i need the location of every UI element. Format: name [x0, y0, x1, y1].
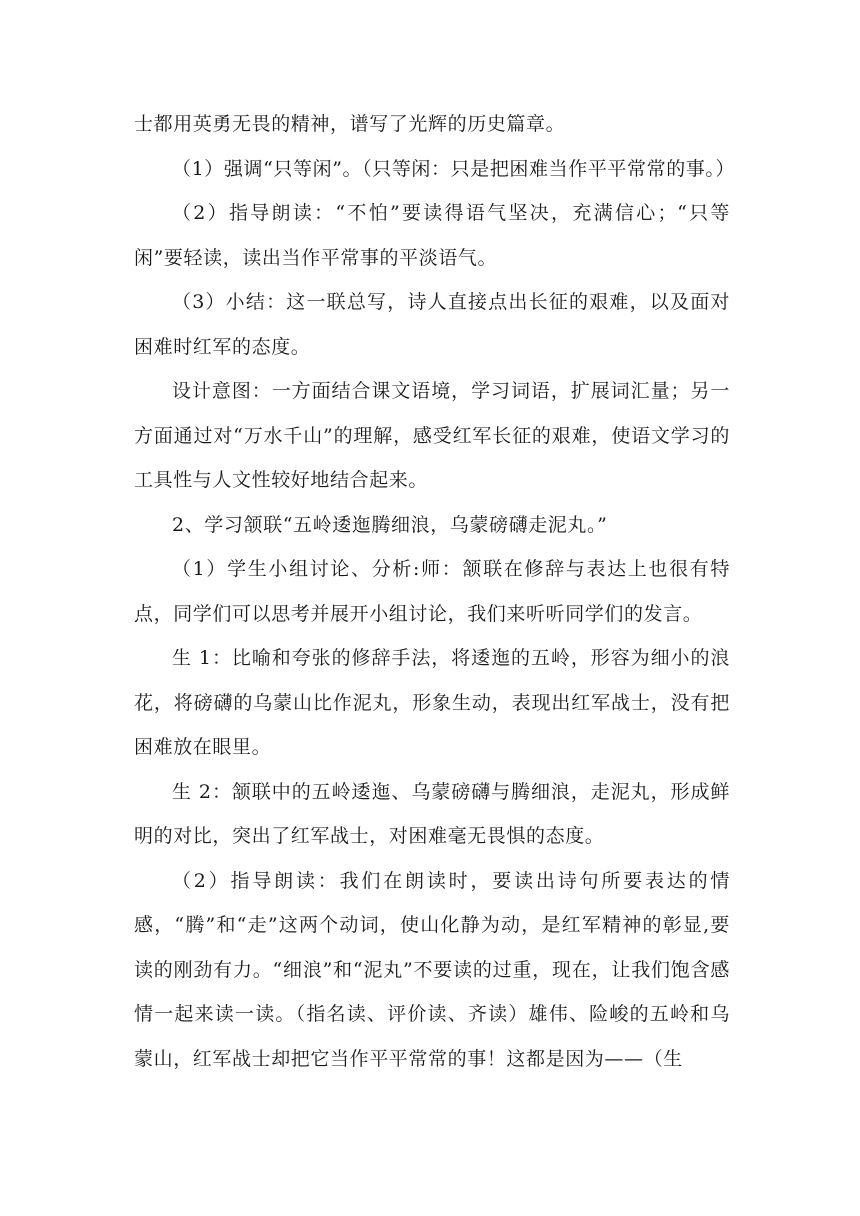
paragraph-3: （2）指导朗读：“不怕”要读得语气坚决，充满信心；“只等闲”要轻读，读出当作平常事的平淡语气。 [134, 202, 730, 269]
paragraph-6: 2、学习颔联“五岭逶迤腾细浪，乌蒙磅礴走泥丸。” [172, 513, 608, 536]
paragraph-1: 士都用英勇无畏的精神，谱写了光辉的历史篇章。 [134, 113, 566, 135]
paragraph-5: 设计意图：一方面结合课文语境，学习词语，扩展词汇量；另一方面通过对“万水千山”的理解，感受红军长征的艰难，使语文学习的工具性与人文性较好地结合起来。 [134, 380, 730, 491]
paragraph-9: 生 2：颔联中的五岭逶迤、乌蒙磅礴与腾细浪，走泥丸，形成鲜明的对比，突出了红军战士，对困难毫无畏惧的态度。 [134, 780, 730, 847]
paragraph-4: （3）小结：这一联总写，诗人直接点出长征的艰难，以及面对困难时红军的态度。 [134, 291, 730, 358]
document-body [134, 102, 736, 1081]
paragraph-7: （1）学生小组讨论、分析:师：颔联在修辞与表达上也很有特点，同学们可以思考并展开小组讨论，我们来听听同学们的发言。 [134, 558, 730, 625]
paragraph-8: 生 1：比喻和夸张的修辞手法，将逶迤的五岭，形容为细小的浪花，将磅礴的乌蒙山比作泥丸，形象生动，表现出红军战士，没有把困难放在眼里。 [134, 647, 730, 758]
paragraph-2: （1）强调“只等闲”。（只等闲：只是把困难当作平平常常的事。） [172, 157, 736, 180]
paragraph-10: （2）指导朗读：我们在朗读时，要读出诗句所要表达的情感，“腾”和“走”这两个动词，使山化静为动，是红军精神的彰显,要读的刚劲有力。“细浪”和“泥丸”不要读的过重，现在，让我们饱含感情一起来读一读。（指名读、评价读、齐读）雄伟、险峻的五岭和乌蒙山，红军战士却把它当作平平常常的事！这都是因为——（生 [134, 869, 730, 1070]
